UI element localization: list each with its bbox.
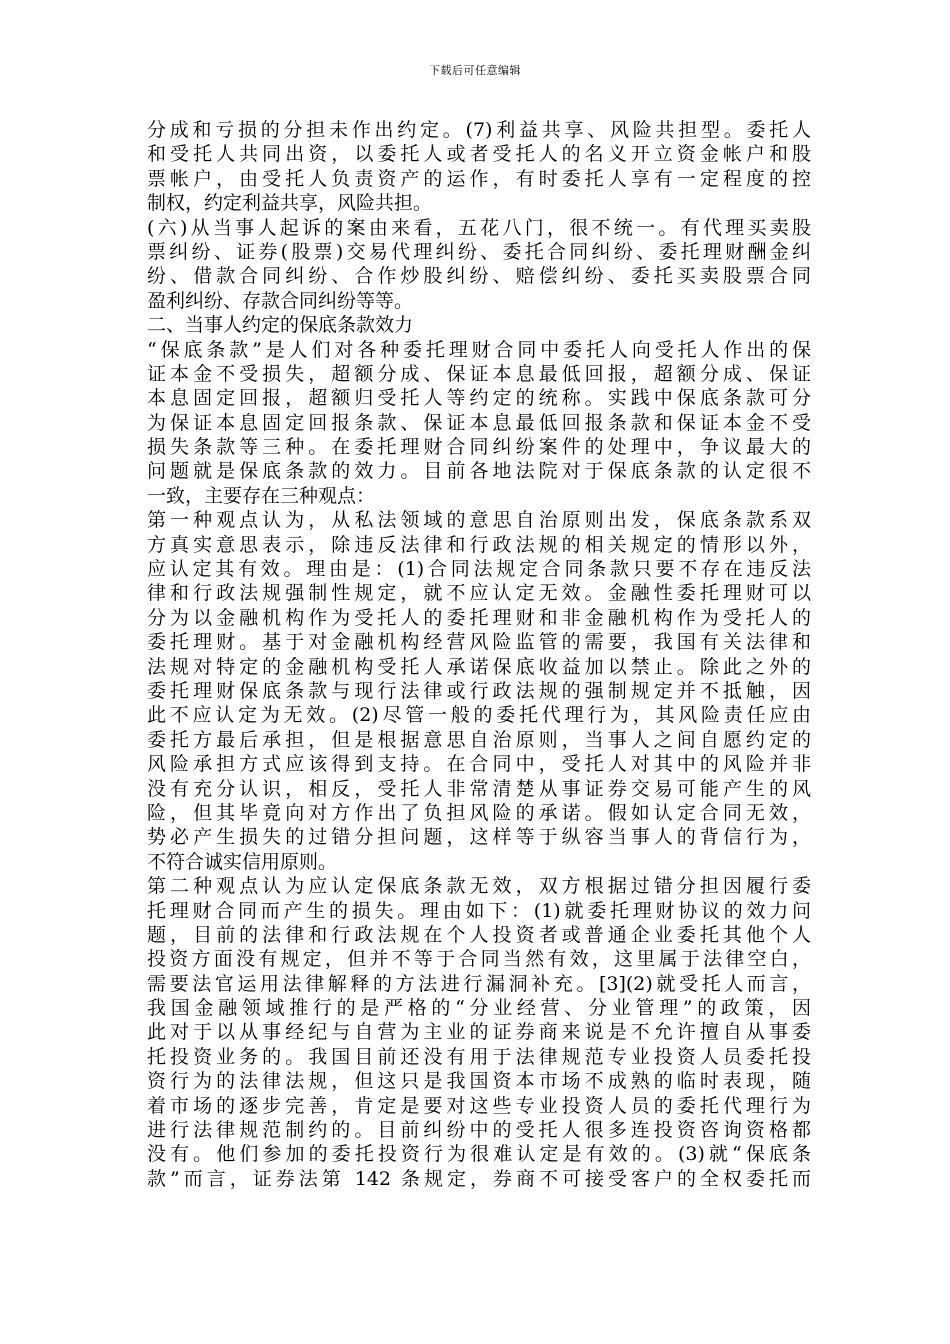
text-line: 险，但其毕竟向对方作出了负担风险的承诺。假如认定合同无效， — [147, 801, 811, 824]
text-line: 托理财合同而产生的损失。理由如下：(1)就委托理财协议的效力问 — [147, 899, 811, 922]
text-line: 着市场的逐步完善，肯定是要对这些专业投资人员的委托代理行为 — [147, 1094, 811, 1117]
text-line: 方真实意思表示，除违反法律和行政法规的相关规定的情形以外， — [147, 533, 811, 556]
text-line: 盈利纠纷、存款合同纠纷等等。 — [147, 289, 414, 312]
text-line: 委托理财。基于对金融机构经营风险监管的需要，我国有关法律和 — [147, 631, 811, 654]
text-line: 损失条款等三种。在委托理财合同纠纷案件的处理中，争议最大的 — [147, 436, 811, 459]
text-line: 风险承担方式应该得到支持。在合同中，受托人对其中的风险并非 — [147, 753, 811, 776]
text-line: 款”而言，证券法第 142 条规定，券商不可接受客户的全权委托而 — [147, 1167, 811, 1190]
text-line: 托投资业务的。我国目前还没有用于法律规范专业投资人员委托投 — [147, 1045, 811, 1068]
text-line: 势必产生损失的过错分担问题，这样等于纵容当事人的背信行为， — [147, 826, 811, 849]
text-line: 票帐户，由受托人负责资产的运作，有时委托人享有一定程度的控 — [147, 167, 811, 190]
text-line: 本息固定回报，超额归受托人等约定的统称。实践中保底条款可分 — [147, 387, 811, 410]
text-line: 法规对特定的金融机构受托人承诺保底收益加以禁止。除此之外的 — [147, 655, 811, 678]
text-line: 此对于以从事经纪与自营为主业的证券商来说是不允许擅自从事委 — [147, 1021, 811, 1044]
text-line: 投资方面没有规定，但并不等于合同当然有效，这里属于法律空白， — [147, 948, 811, 971]
text-line: 和受托人共同出资，以委托人或者受托人的名义开立资金帐户和股 — [147, 143, 811, 166]
text-line: 第二种观点认为应认定保底条款无效，双方根据过错分担因履行委 — [147, 875, 811, 898]
text-line: 不符合诚实信用原则。 — [147, 850, 338, 873]
text-line: 纷、借款合同纠纷、合作炒股纠纷、赔偿纠纷、委托买卖股票合同 — [147, 265, 811, 288]
text-line: 分成和亏损的分担未作出约定。(7)利益共享、风险共担型。委托人 — [147, 119, 811, 141]
document-body — [147, 118, 811, 1191]
text-line: 问题就是保底条款的效力。目前各地法院对于保底条款的认定很不 — [147, 460, 811, 483]
text-line: 应认定其有效。理由是：(1)合同法规定合同条款只要不存在违反法 — [147, 558, 811, 581]
text-line: 第一种观点认为，从私法领域的意思自治原则出发，保底条款系双 — [147, 509, 811, 532]
text-line: 委托方最后承担，但是根据意思自治原则，当事人之间自愿约定的 — [147, 728, 811, 751]
text-line: 为保证本息固定回报条款、保证本息最低回报条款和保证本金不受 — [147, 411, 811, 434]
text-line: 进行法律规范制约的。目前纠纷中的受托人很多连投资咨询资格都 — [147, 1119, 811, 1142]
text-line: 此不应认定为无效。(2)尽管一般的委托代理行为，其风险责任应由 — [147, 704, 811, 727]
page-header: 下载后可任意编辑 — [429, 64, 521, 77]
text-line: 需要法官运用法律解释的方法进行漏洞补充。[3](2)就受托人而言， — [147, 972, 811, 995]
text-line: 没有。他们参加的委托投资行为很难认定是有效的。(3)就“保底条 — [147, 1143, 811, 1166]
text-line: 没有充分认识，相反，受托人非常清楚从事证券交易可能产生的风 — [147, 777, 811, 800]
text-line: 律和行政法规强制性规定，就不应认定无效。金融性委托理财可以 — [147, 582, 811, 605]
text-line: (六)从当事人起诉的案由来看，五花八门，很不统一。有代理买卖股 — [147, 216, 811, 239]
text-line: 资行为的法律法规，但这只是我国资本市场不成熟的临时表现，随 — [147, 1070, 811, 1093]
text-line: 证本金不受损失，超额分成、保证本息最低回报，超额分成、保证 — [147, 362, 811, 385]
text-line: 分为以金融机构作为受托人的委托理财和非金融机构作为受托人的 — [147, 606, 811, 629]
text-line: 二、当事人约定的保底条款效力 — [147, 314, 414, 337]
text-line: 委托理财保底条款与现行法律或行政法规的强制规定并不抵触，因 — [147, 679, 811, 702]
text-line: “保底条款”是人们对各种委托理财合同中委托人向受托人作出的保 — [147, 338, 811, 361]
text-line: 制权，约定利益共享，风险共担。 — [147, 192, 433, 215]
text-line: 一致，主要存在三种观点： — [147, 484, 376, 507]
text-line: 我国金融领域推行的是严格的“分业经营、分业管理”的政策，因 — [147, 997, 811, 1020]
text-line: 题，目前的法律和行政法规在个人投资者或普通企业委托其他个人 — [147, 923, 811, 946]
text-line: 票纠纷、证券(股票)交易代理纠纷、委托合同纠纷、委托理财酬金纠 — [147, 240, 811, 263]
